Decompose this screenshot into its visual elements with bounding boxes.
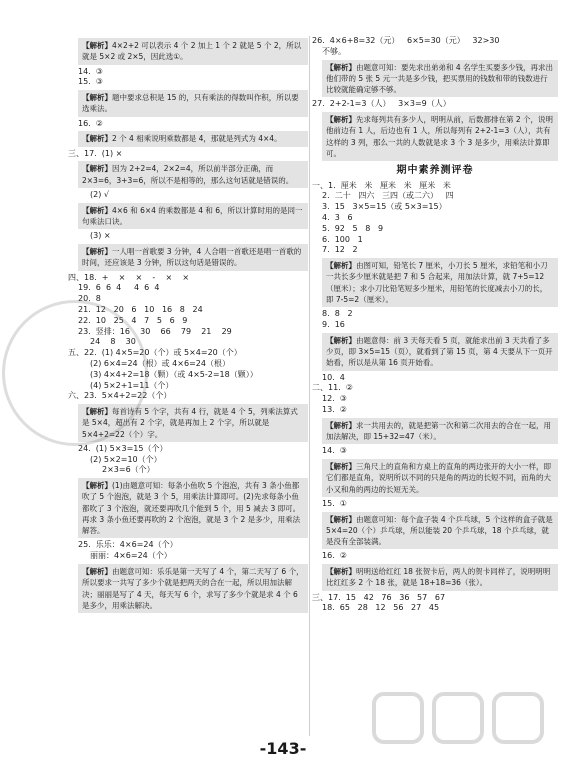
analysis-text: 明明送给红红 18 张贺卡后，两人的贺卡同样了，说明明明比红红多 2 个 18 张，就是 18+18=36（张）。 xyxy=(326,567,551,588)
analysis-tag: 【解析】 xyxy=(326,462,356,472)
answer-line: 丽丽：4×6=24（个） xyxy=(90,551,172,561)
analysis-tag: 【解析】 xyxy=(326,261,356,271)
answer-line: 不够。 xyxy=(322,46,346,56)
analysis-box xyxy=(78,203,308,230)
analysis-box xyxy=(322,258,558,307)
answer-line: 6. 100 1 xyxy=(322,234,363,244)
answer-line: 15. ① xyxy=(322,498,347,508)
analysis-tag: 【解析】 xyxy=(326,514,356,524)
analysis-tag: 【解析】 xyxy=(82,247,112,257)
analysis-text: 2 个 4 相乘说明乘数都是 4，那就是列式为 4×4。 xyxy=(112,134,282,144)
answer-line: 二、11. ② xyxy=(312,383,353,393)
analysis-box xyxy=(78,131,308,146)
analysis-tag: 【解析】 xyxy=(82,567,112,577)
right-column xyxy=(312,36,558,614)
analysis-text: 题中要求总积是 15 的，只有乘法的得数叫作积，所以要选乘法。 xyxy=(82,93,299,114)
analysis-text: 由题意得：前 3 天每天看 5 页，就能求出前 3 天共看了多少页，即 3×5=15（页），就看到了第 15 页，第 4 天要从下一页开始看，所以是从第 16 页开始看。 xyxy=(326,335,553,368)
answer-line: 19. 6 6 4 4 6 4 xyxy=(78,283,160,293)
analysis-tag: 【解析】 xyxy=(326,420,356,430)
analysis-box xyxy=(78,478,308,538)
analysis-box xyxy=(78,244,308,271)
answer-line: 4. 3 6 xyxy=(322,213,353,223)
analysis-tag: 【解析】 xyxy=(326,62,356,72)
analysis-text: 求一共用去的，就是把第一次和第二次用去的合在一起，用加法解决，即 15+32=47（米）。 xyxy=(326,420,551,441)
analysis-box xyxy=(78,90,308,117)
analysis-box xyxy=(78,38,308,65)
answer-line: 23. 竖排：16 30 66 79 21 29 xyxy=(78,326,232,336)
answer-line: 六、23. 5×4+2=22（个） xyxy=(68,391,172,401)
analysis-text: 由题意可知：乐乐是第一天写了 4 个，第二天写了 6 个，所以要求一共写了多少个就是把两天的合在一起，所以用加法解决；丽丽是写了 4 天，每天写 6 个，求写了多少个就是求 4 个 6 是多少，用乘法解决。 xyxy=(82,567,304,610)
analysis-tag: 【解析】 xyxy=(82,93,112,103)
analysis-tag: 【解析】 xyxy=(326,335,356,345)
answer-line: 8. 8 2 xyxy=(322,309,353,319)
answer-line: 15. ③ xyxy=(78,77,103,87)
analysis-text: 每首诗有 5 个字，共有 4 行，就是 4 个 5，列乘法算式是 5×4，超出有 2 个字，就是再加上 2 个字，所以就是 5×4+2=22（个）字。 xyxy=(82,407,298,439)
answer-line: 14. ③ xyxy=(322,446,347,456)
analysis-tag: 【解析】 xyxy=(82,205,112,215)
analysis-box xyxy=(322,512,558,550)
answer-line: 24 8 30 xyxy=(90,337,136,347)
analysis-text: 一人唱一首歌要 3 分钟，4 人合唱一首歌还是唱一首歌的时间，还应该是 3 分钟，所以这句话是错误的。 xyxy=(82,247,302,268)
answer-line: (2) 6×4=24（根）或 4×6=24（根） xyxy=(90,358,230,368)
analysis-text: 由题意可知：要先求出弟弟和 4 名学生买要多少钱，再求出他们带的 5 张 5 元一共是多少钱，把买票用的钱数和带的钱数进行比较就能确定够不够。 xyxy=(326,62,554,95)
answer-line: 一、1. 厘米 米 厘米 米 厘米 米 xyxy=(312,180,451,190)
analysis-text: 4×2+2 可以表示 4 个 2 加上 1 个 2 就是 5 个 2，所以就是 5×2 或 2×5，因此选①。 xyxy=(82,41,302,62)
answer-line: 5. 92 5 8 9 xyxy=(322,223,384,233)
analysis-tag: 【解析】 xyxy=(82,41,112,50)
answer-line: (4) 5×2+1=11（个） xyxy=(90,380,174,390)
answer-line: 五、22. (1) 4×5=20（个）或 5×4=20（个） xyxy=(68,348,242,358)
analysis-tag: 【解析】 xyxy=(326,567,356,577)
analysis-text: (1)由题意可知：每条小鱼吹 5 个泡泡，共有 3 条小鱼都吹了 5 个泡泡，就是 3 个 5，用乘法计算即可。(2)先求每条小鱼都吹了 3 个泡泡，就还要再吹几个能到 5 个，用 5 减去 3 即可。再求 3 条小鱼还要再吹的 2 个泡泡，就是 3 个 2 是多少，用乘法解答。 xyxy=(82,481,301,536)
answer-line: (3) × xyxy=(90,231,111,241)
answer-line: (2) √ xyxy=(90,189,109,199)
answer-line: 2. 二十 四六 三四（或二六） 四 xyxy=(322,191,454,201)
answer-line: 四、18. + × × - × × xyxy=(68,272,190,282)
answer-line: 16. ② xyxy=(78,118,103,128)
analysis-box xyxy=(322,60,558,98)
answer-line: 27. 2+2-1=3（人） 3×3=9（人） xyxy=(312,99,451,109)
answer-line: 9. 16 xyxy=(322,320,345,330)
answer-line: 22. 10 25 4 7 5 6 9 xyxy=(78,315,188,325)
answer-line: 三、17. (1) × xyxy=(68,148,123,158)
analysis-tag: 【解析】 xyxy=(82,134,112,144)
answer-line: 10. 4 xyxy=(322,372,345,382)
analysis-text: 先求每列共有多少人，明明从前，后数都排在第 2 个，说明他前边有 1 人，后边也有 1 人，所以每列有 2+2-1=3（人），共有这样的 3 列，那么一共的人数就是求 3 个 3 是多少，用乘法计算即可。 xyxy=(326,115,554,158)
answer-line: 18. 65 28 12 56 27 45 xyxy=(322,603,440,613)
analysis-tag: 【解析】 xyxy=(82,407,112,417)
analysis-text: 4×6 和 6×4 的乘数都是 4 和 6，所以计算时用的是同一句乘法口诀。 xyxy=(82,205,303,226)
analysis-text: 由题意可知：每个盒子装 4 个乒乓球，5 个这样的盒子就是 5×4=20（个）乒乓球，所以能装 20 个乒乓球，18 个乒乓球，就是没有全部装满。 xyxy=(326,514,553,547)
answer-line: 20. 8 xyxy=(78,294,101,304)
analysis-tag: 【解析】 xyxy=(82,481,112,491)
answer-line: 2×3=6（个） xyxy=(102,465,155,475)
analysis-tag: 【解析】 xyxy=(82,164,112,174)
analysis-text: 由图可知，铅笔长 7 厘米，小刀长 5 厘米，求铅笔和小刀一共长多少厘米就是把 7 和 5 合起来，用加法计算，就 7+5=12（厘米）；求小刀比铅笔短多少厘米，用铅笔的长度减去小刀的长，即 7-5=2（厘米）。 xyxy=(326,261,548,304)
analysis-tag: 【解析】 xyxy=(326,115,356,125)
column-divider xyxy=(309,36,310,736)
analysis-box xyxy=(322,459,558,497)
analysis-text: 因为 2+2=4，2×2=4，所以前半部分正确，而 2×3=6，3+3=6，所以不是相等的，那么这句话就是错误的。 xyxy=(82,164,294,185)
answer-line: 16. ② xyxy=(322,551,347,561)
answer-line: 14. ③ xyxy=(78,66,103,76)
analysis-box xyxy=(78,564,308,613)
answer-line: 26. 4×6+8=32（元） 6×5=30（元） 32>30 xyxy=(312,36,500,45)
analysis-box xyxy=(322,112,558,161)
answer-line: 21. 12 20 6 10 16 8 24 xyxy=(78,304,203,314)
faint-stamp-seal xyxy=(2,300,148,446)
answer-line: 三、17. 15 42 76 36 57 67 xyxy=(312,592,446,602)
answer-line: (2) 5×2=10（个） xyxy=(90,454,162,464)
answer-line: (3) 4×4+2=18（颗）（或 4×5-2=18（颗）） xyxy=(90,369,258,379)
page-number: -143- xyxy=(259,739,307,758)
answer-line: 12. ③ xyxy=(322,394,347,404)
answer-line: 24. (1) 5×3=15（个） xyxy=(78,443,168,453)
answer-line: 25. 乐乐：4×6=24（个） xyxy=(78,540,178,550)
analysis-box xyxy=(322,418,558,445)
answer-line: 13. ② xyxy=(322,404,347,414)
analysis-text: 三角尺上的直角和方桌上的直角的两边张开的大小一样，即它们都是直角，说明所以不同的只是角的两边的长短不同，而角的大小又和角的两边的长短无关。 xyxy=(326,462,551,494)
analysis-box xyxy=(322,564,558,591)
answer-line: 3. 15 3×5=15（或 5×3=15） xyxy=(322,202,447,212)
answer-line: 7. 12 2 xyxy=(322,245,358,255)
section-title: 期中素养测评卷 xyxy=(396,165,474,177)
analysis-box xyxy=(322,333,558,371)
analysis-box xyxy=(78,161,308,188)
